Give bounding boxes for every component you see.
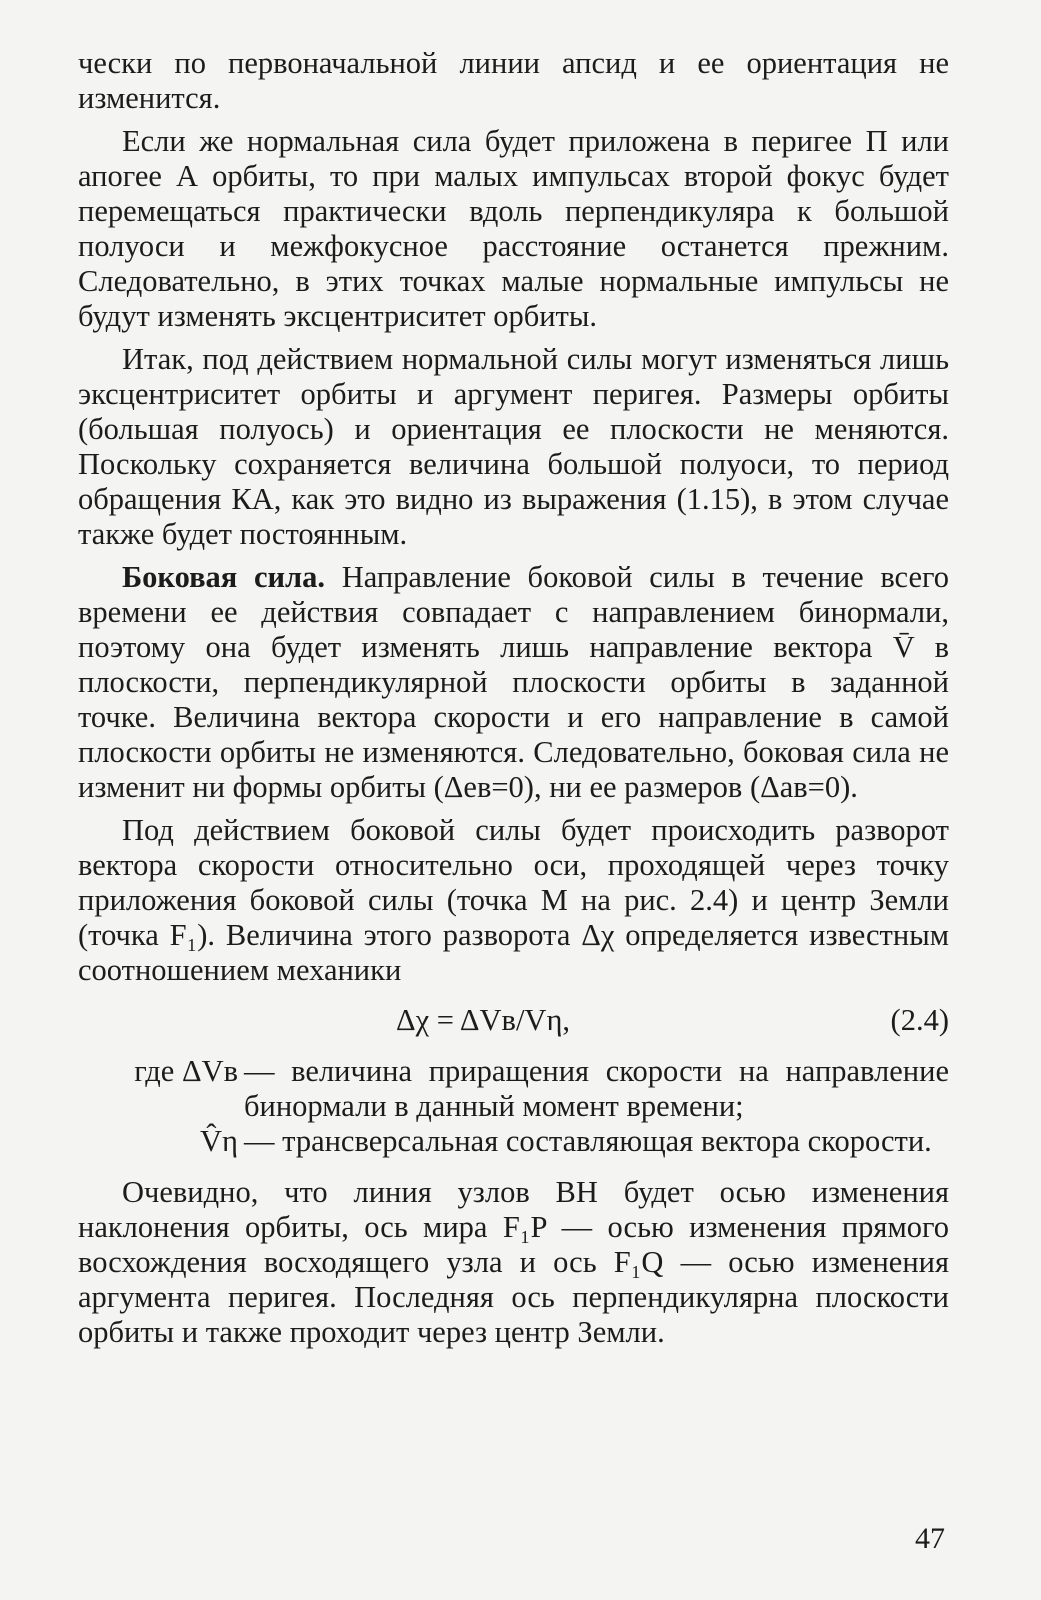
definitions-list xyxy=(78,1054,949,1159)
paragraph-1: чески по первоначальной линии апсид и ее ориентация не изменится. xyxy=(78,46,949,115)
equation-2-4 xyxy=(78,1000,949,1040)
section-heading-lateral-force: Боковая сила. xyxy=(122,560,326,594)
definition-symbol-1: где ΔVв xyxy=(134,1054,238,1088)
equation-expression: Δχ = ΔVв/Vη, xyxy=(396,1003,571,1037)
definition-row-1 xyxy=(78,1054,949,1124)
definition-symbol-2: V̂η xyxy=(200,1124,238,1158)
paragraph-4-text: Направление боковой силы в течение всего времени ее действия совпадает с направлением бинормали, поэтому она будет изменять лишь направление вектора V̄ в плоскости, перпендикулярной плоскости орбиты в заданной точке. Величина вектора скорости и его направление в самой плоскости орбиты не изменяются. Следовательно, боковая сила не изменит ни формы орбиты (Δeв=0), ни ее размеров (Δaв=0). xyxy=(78,560,949,804)
equation-number: (2.4) xyxy=(890,1003,949,1037)
page-number: 47 xyxy=(915,1522,945,1555)
definition-text-2: — трансверсальная составляющая вектора скорости. xyxy=(244,1124,932,1158)
paragraph-4 xyxy=(78,560,949,805)
definition-text-1: — величина приращения скорости на направление бинормали в данный момент времени; xyxy=(244,1054,949,1123)
paragraph-5: Под действием боковой силы будет происходить разворот вектора скорости относительно оси, проходящей через точку приложения боковой силы (точка М на рис. 2.4) и центр Земли (точка F₁). Величина этого разворота Δχ определяется известным соотношением механики xyxy=(78,813,949,987)
definition-row-2 xyxy=(78,1124,949,1159)
paragraph-2: Если же нормальная сила будет приложена в перигее П или апогее А орбиты, то при малых импульсах второй фокус будет перемещаться практически вдоль перпендикуляра к большой полуоси и межфокусное расстояние останется прежним. Следовательно, в этих точках малые нормальные импульсы не будут изменять эксцентриситет орбиты. xyxy=(78,124,949,333)
paragraph-3: Итак, под действием нормальной силы могут изменяться лишь эксцентриситет орбиты и аргумент перигея. Размеры орбиты (большая полуось) и ориентация ее плоскости не меняются. Поскольку сохраняется величина большой полуоси, то период обращения КА, как это видно из выражения (1.15), в этом случае также будет постоянным. xyxy=(78,342,949,551)
paragraph-6: Очевидно, что линия узлов ВН будет осью изменения наклонения орбиты, ось мира F₁P — осью изменения прямого восхождения восходящего узла и ось F₁Q — осью изменения аргумента перигея. Последняя ось перпендикулярна плоскости орбиты и также проходит через центр Земли. xyxy=(78,1175,949,1349)
